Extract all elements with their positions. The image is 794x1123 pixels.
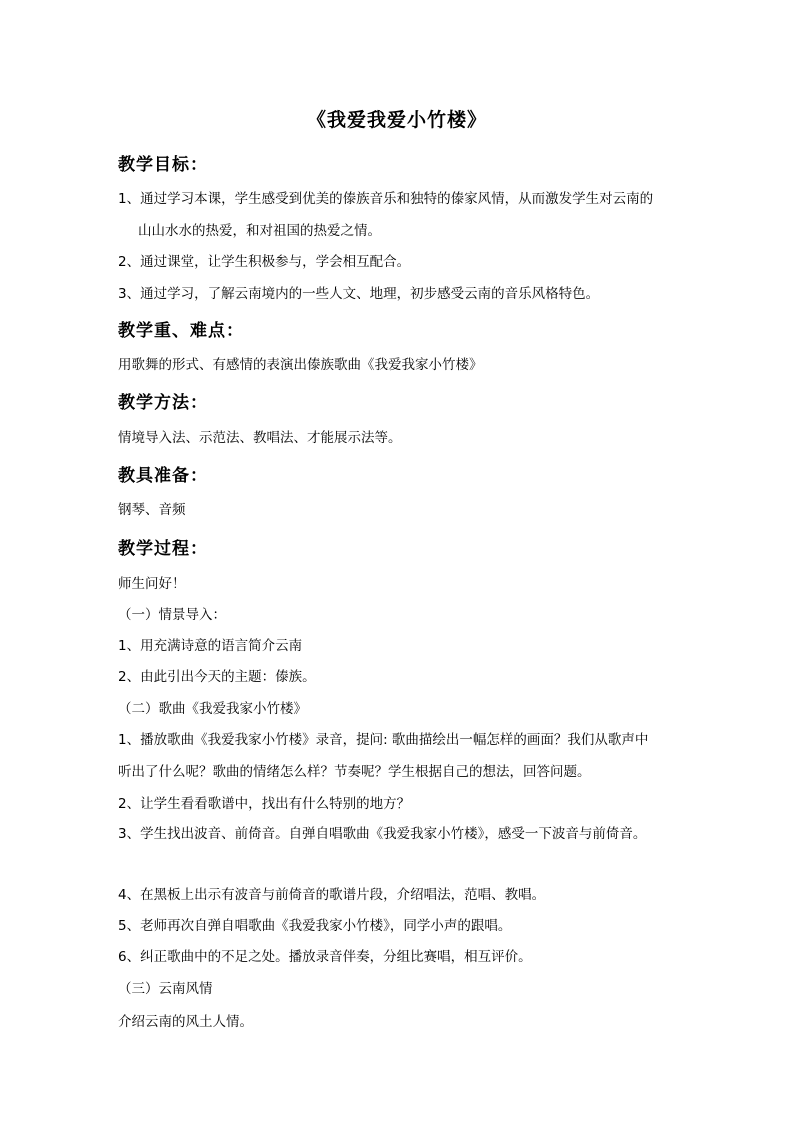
goal-1-cont: 山山水水的热爱，和对祖国的热爱之情。	[138, 223, 381, 239]
process-line: 2、由此引出今天的主题：傣族。	[118, 669, 316, 685]
process-line: 师生问好！	[118, 576, 186, 592]
goal-3: 3、通过学习，了解云南境内的一些人文、地理，初步感受云南的音乐风格特色。	[118, 286, 600, 302]
process-heading: 教学过程：	[118, 539, 208, 559]
process-line: 听出了什么呢？歌曲的情绪怎么样？节奏呢？学生根据自己的想法，回答问题。	[118, 764, 591, 780]
process-line: （三）云南风情	[118, 981, 213, 997]
goals-heading: 教学目标：	[118, 155, 208, 175]
process-line: 4、在黑板上出示有波音与前倚音的歌谱片段，介绍唱法，范唱、教唱。	[118, 887, 546, 903]
process-line: 介绍云南的风土人情。	[118, 1014, 253, 1030]
key-heading: 教学重、难点：	[118, 321, 244, 341]
key-text: 用歌舞的形式、有感情的表演出傣族歌曲《我爱我家小竹楼》	[118, 357, 483, 373]
process-line: 1、用充满诗意的语言简介云南	[118, 638, 303, 654]
process-line: 5、老师再次自弹自唱歌曲《我爱我家小竹楼》，同学小声的跟唱。	[118, 918, 512, 934]
process-line: 6、纠正歌曲中的不足之处。播放录音伴奏，分组比赛唱，相互评价。	[118, 949, 532, 965]
method-text: 情境导入法、示范法、教唱法、才能展示法等。	[118, 430, 402, 446]
doc-title: 《我爱我爱小竹楼》	[306, 109, 487, 131]
process-line: 2、让学生看看歌谱中，找出有什么特别的地方？	[118, 796, 411, 812]
method-heading: 教学方法：	[118, 393, 208, 413]
process-line: （二）歌曲《我爱我家小竹楼》	[118, 701, 307, 717]
process-line: （一）情景导入：	[118, 607, 226, 623]
process-line: 3、学生找出波音、前倚音。自弹自唱歌曲《我爱我家小竹楼》，感受一下波音与前倚音。	[118, 826, 647, 842]
tools-heading: 教具准备：	[118, 466, 208, 486]
tools-text: 钢琴、音频	[118, 502, 186, 518]
process-line: 1、播放歌曲《我爱我家小竹楼》录音，提问: 歌曲描绘出一幅怎样的画面？我们从歌声中	[118, 732, 649, 748]
goal-2: 2、通过课堂，让学生积极参与，学会相互配合。	[118, 254, 411, 270]
goal-1: 1、通过学习本课，学生感受到优美的傣族音乐和独特的傣家风情，从而激发学生对云南的	[118, 191, 654, 207]
